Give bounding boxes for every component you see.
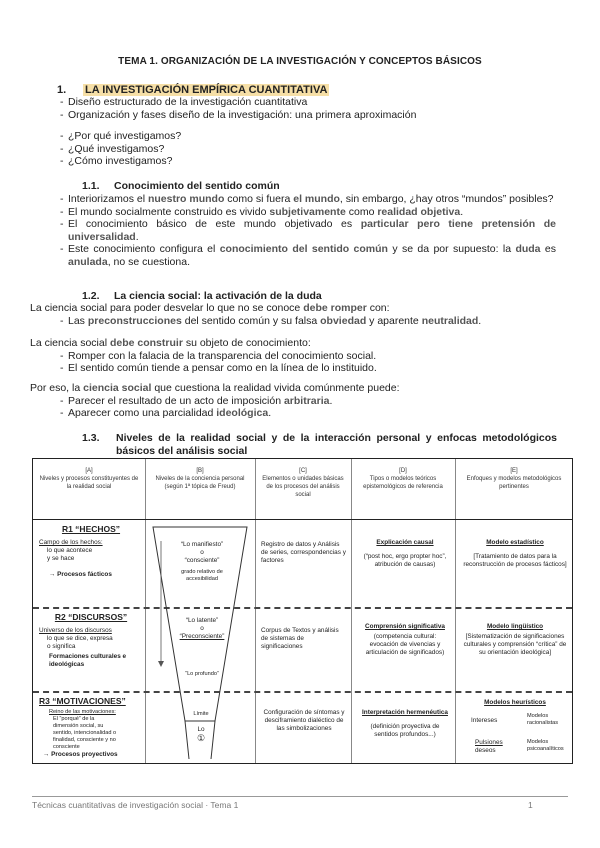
section-1-2-title: La ciencia social: la activación de la duda [114,290,322,302]
list-item: - Parecer el resultado de un acto de imposición arbitraria. [46,395,560,408]
table-row-3-col-c: Configuración de síntomas y desciframiento dialéctico de las simbolizaciones [263,709,345,732]
questions-list [46,130,556,168]
header-e: [E] Enfoques y modelos metodológicos pertinentes [466,468,562,490]
table-row-1-col-e: Modelo estadístico [Tratamiento de datos para la reconstrucción de procesos fácticos] [463,539,567,568]
list-item: - Interiorizamos el nuestro mundo como si fuera el mundo, sin embargo, ¿hay otros “mundos” posibles? [46,193,556,206]
list-item: - ¿Qué investigamos? [46,143,556,156]
section-1-2-number: 1.2. [82,290,100,302]
row-divider [33,519,572,520]
list-item: - ¿Cómo investigamos? [46,155,556,168]
row-divider [33,691,572,693]
section-1-1-list [46,193,556,268]
table-row-3-col-d: Interpretación hermenéutica (definición proyectiva de sentidos profundos...) [362,709,448,738]
paragraph: Por eso, la ciencia social que cuestiona la realidad vivida comúnmente puede: - Parecer el resultado de un acto de imposición arbitraria. - Aparecer como una parcialidad ideológica. [30,382,560,420]
section-1-1-heading [82,180,280,192]
footer-divider [32,796,568,797]
paragraph: La ciencia social debe construir su objeto de conocimiento: - Romper con la falacia de la transparencia del conocimiento social. - El sentido común tiende a pensar como en la línea de lo instituido. [30,337,560,375]
list-item: - Organización y fases diseño de la investigación: una primera aproximación [46,109,556,122]
table-row-2-col-c: Corpus de Textos y análisis de sistemas de significaciones [261,627,339,650]
list-item: - Aparecer como una parcialidad ideológica. [46,407,560,420]
table-row-1-col-a: R1 “HECHOS” Campo de los hechos: lo que acontece y se hace → Procesos fácticos [39,524,121,578]
table-row-3-col-a: R3 “MOTIVACIONES” Reino de las motivaciones: El “porqué” de la dimensión social, su sentido, intencionalidad o finalidad, consciente y no consciente → Procesos proyectivos [39,696,126,758]
header-b: [B] Niveles de la conciencia personal (según 1ª tópica de Freud) [155,468,245,490]
section-1-3-number: 1.3. [82,432,100,444]
list-item: - El mundo socialmente construido es vivido subjetivamente como realidad objetiva. [46,206,556,219]
row-divider [33,607,572,609]
section-1-3-title: Niveles de la realidad social y de la interacción personal y enfocas metodológicos básicos del análisis social [116,432,557,457]
column-divider [145,459,146,763]
section-1-1-number: 1.1. [82,180,100,192]
column-divider [255,459,256,763]
list-item: - El conocimiento básico de este mundo objetivado es particular pero tiene pretensión de universalidad. [46,218,556,243]
table-row-2-col-d: Comprensión significativa (competencia cultural: evocación de vivencias y articulación de significados) [365,623,445,656]
table-row-2-col-a: R2 “DISCURSOS” Universo de los discursos lo que se dice, expresa o significa Formaciones culturales e ideológicas [39,612,128,668]
page-title: TEMA 1. ORGANIZACIÓN DE LA INVESTIGACIÓN Y CONCEPTOS BÁSICOS [118,56,482,67]
header-c: [C] Elementos o unidades básicas de los procesos del análisis social [262,468,344,498]
section-1-list [46,96,556,121]
table-row-3-col-e: Modelos heurísticos Intereses Modelos racionalistas Pulsiones deseos Modelos psicoanalíticos [471,699,564,754]
section-1-2-heading [82,290,322,302]
table-row-1-col-d: Explicación causal (“post hoc, ergo propter hoc”, atribución de causas) [363,539,447,568]
table-row-1-col-b: “Lo manifiesto” o “consciente” grado relativo de accesibilidad [180,541,224,582]
section-1-title: LA INVESTIGACIÓN EMPÍRICA CUANTITATIVA [85,84,328,96]
list-item: - El sentido común tiende a pensar como en la línea de lo instituido. [46,362,560,375]
header-d: [D] Tipos o modelos teóricos epistemológicos de referencia [363,468,443,490]
page-number: 1 [528,800,533,810]
list-item: - Diseño estructurado de la investigación cuantitativa [46,96,556,109]
section-1-1-title: Conocimiento del sentido común [114,180,280,192]
header-a: [A] Niveles y procesos constituyentes de la realidad social [39,468,139,490]
table-row-2-col-b: “Lo latente” o “Preconsciente” “Lo profundo” [179,617,225,677]
section-1-3-heading [82,432,557,457]
paragraph: La ciencia social para poder desvelar lo que no se conoce debe romper con: - Las preconstrucciones del sentido común y su falsa obviedad y aparente neutralidad. [30,302,560,327]
list-item: - Este conocimiento configura el conocimiento del sentido común y se da por supuesto: la duda es anulada, no se cuestiona. [46,243,556,268]
table-row-3-col-b: Límite Lo ① [193,711,209,743]
footer-text: Técnicas cuantitativas de investigación social · Tema 1 [32,800,239,810]
column-divider [351,459,352,763]
section-1-number: 1. [57,84,67,96]
table-row-1-col-c: Registro de datos y Análisis de series, correspondencias y factores [261,541,346,564]
list-item: - ¿Por qué investigamos? [46,130,556,143]
list-item: - Romper con la falacia de la transparencia del conocimiento social. [46,350,560,363]
column-divider [455,459,456,763]
list-item: - Las preconstrucciones del sentido común y su falsa obviedad y aparente neutralidad. [46,315,560,328]
levels-table [32,458,573,764]
table-row-2-col-e: Modelo lingüístico [Sistematización de significaciones culturales y comprensión “crítica” de su orientación ideológica] [463,623,567,656]
section-1-heading [57,84,329,96]
